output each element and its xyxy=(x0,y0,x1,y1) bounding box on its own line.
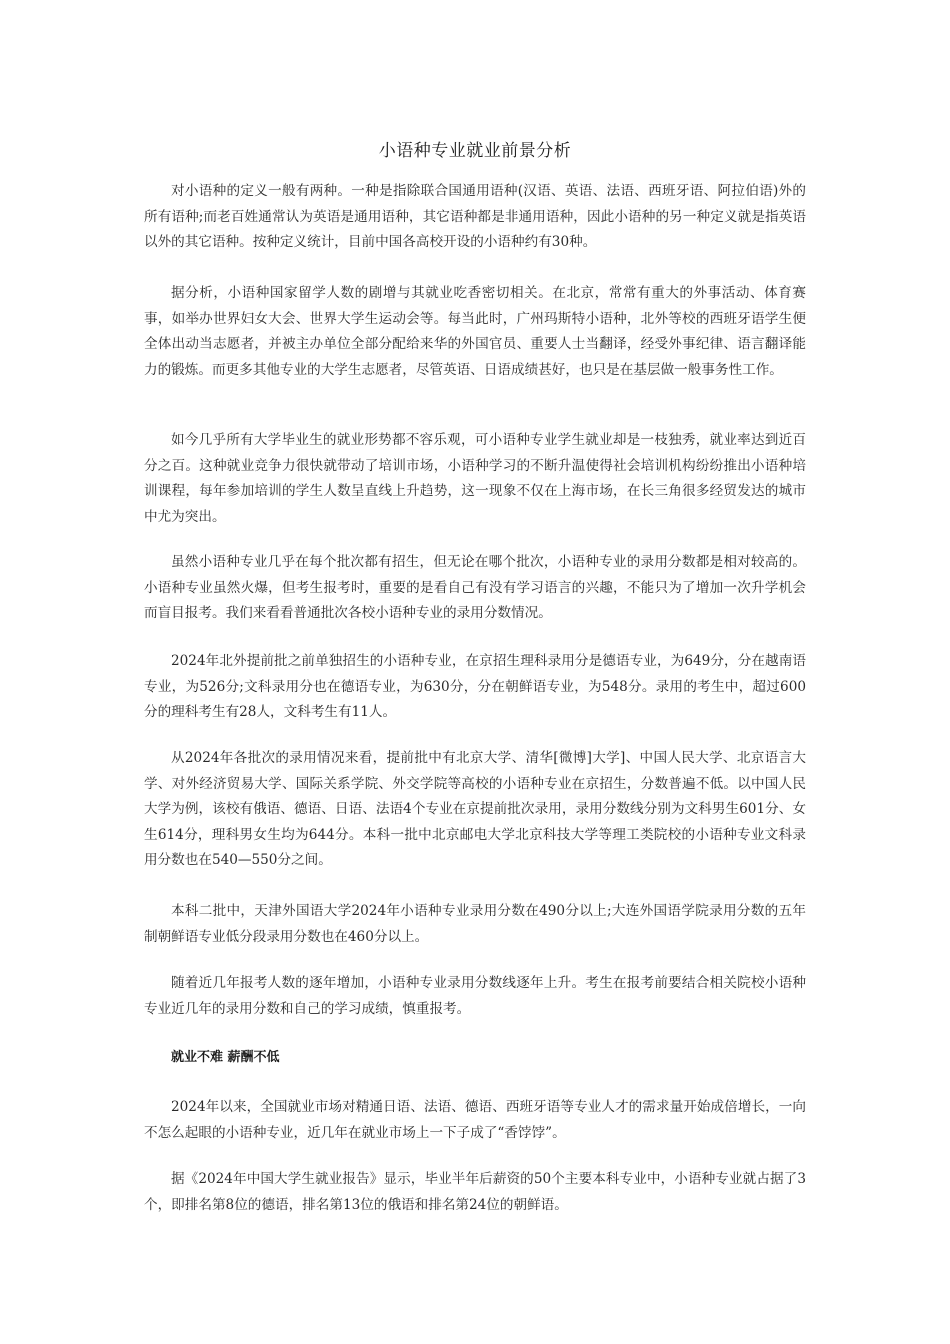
paragraph-salary-report: 据《2024年中国大学生就业报告》显示，毕业半年后薪资的50个主要本科专业中，小语种专业就占据了3个，即排名第8位的德语，排名第13位的俄语和排名第24位的朝鲜语。 xyxy=(144,1171,806,1213)
paragraph-definition: 对小语种的定义一般有两种。一种是指除联合国通用语种(汉语、英语、法语、西班牙语、阿拉伯语)外的所有语种;而老百姓通常认为英语是通用语种，其它语种都是非通用语种，因此小语种的另一种定义就是指英语以外的其它语种。按种定义统计，目前中国各高校开设的小语种约有30种。 xyxy=(144,183,806,250)
paragraph-bfsu-scores: 2024年北外提前批之前单独招生的小语种专业，在京招生理科录用分是德语专业，为649分，分在越南语专业，为526分;文科录用分也在德语专业，为630分，分在朝鲜语专业，为548分。录用的考生中，超过600分的理科考生有28人，文科考生有11人。 xyxy=(144,653,806,720)
section-heading: 就业不难 薪酬不低 xyxy=(171,1050,280,1065)
paragraph-admission: 虽然小语种专业几乎在每个批次都有招生，但无论在哪个批次，小语种专业的录用分数都是相对较高的。小语种专业虽然火爆，但考生报考时，重要的是看自己有没有学习语言的兴趣，不能只为了增加一次升学机会而盲目报考。我们来看看普通批次各校小语种专业的录用分数情况。 xyxy=(144,554,806,621)
paragraph-market-demand: 2024年以来，全国就业市场对精通日语、法语、德语、西班牙语等专业人才的需求量开始成倍增长，一向不怎么起眼的小语种专业，近几年在就业市场上一下子成了“香饽饽”。 xyxy=(144,1099,806,1141)
paragraph-employment: 如今几乎所有大学毕业生的就业形势都不容乐观，可小语种专业学生就业却是一枝独秀，就业率达到近百分之百。这种就业竞争力很快就带动了培训市场，小语种学习的不断升温使得社会培训机构纷纷推出小语种培训课程，每年参加培训的学生人数呈直线上升趋势，这一现象不仅在上海市场，在长三角很多经贸发达的城市中尤为突出。 xyxy=(144,432,806,525)
paragraph-trend: 随着近几年报考人数的逐年增加，小语种专业录用分数线逐年上升。考生在报考前要结合相关院校小语种专业近几年的录用分数和自己的学习成绩，慎重报考。 xyxy=(144,975,806,1017)
paragraph-batch-scores: 从2024年各批次的录用情况来看，提前批中有北京大学、清华[微博]大学]、中国人民大学、北京语言大学、对外经济贸易大学、国际关系学院、外交学院等高校的小语种专业在京招生，分数普遍不低。以中国人民大学为例，该校有俄语、德语、日语、法语4个专业在京提前批次录用，录用分数线分别为文科男生601分、女生614分，理科男女生均为644分。本科一批中北京邮电大学北京科技大学等理工类院校的小语种专业文科录用分数也在540—550分之间。 xyxy=(144,750,806,868)
page-title: 小语种专业就业前景分析 xyxy=(378,141,572,161)
paragraph-second-batch: 本科二批中，天津外国语大学2024年小语种专业录用分数在490分以上;大连外国语学院录用分数的五年制朝鲜语专业低分段录用分数也在460分以上。 xyxy=(144,903,806,945)
paragraph-analysis: 据分析，小语种国家留学人数的剧增与其就业吃香密切相关。在北京，常常有重大的外事活动、体育赛事，如举办世界妇女大会、世界大学生运动会等。每当此时，广州玛斯特小语种，北外等校的西班牙语学生便全体出动当志愿者，并被主办单位全部分配给来华的外国官员、重要人士当翻译，经受外事纪律、语言翻译能力的锻炼。而更多其他专业的大学生志愿者，尽管英语、日语成绩甚好，也只是在基层做一般事务性工作。 xyxy=(144,285,806,378)
